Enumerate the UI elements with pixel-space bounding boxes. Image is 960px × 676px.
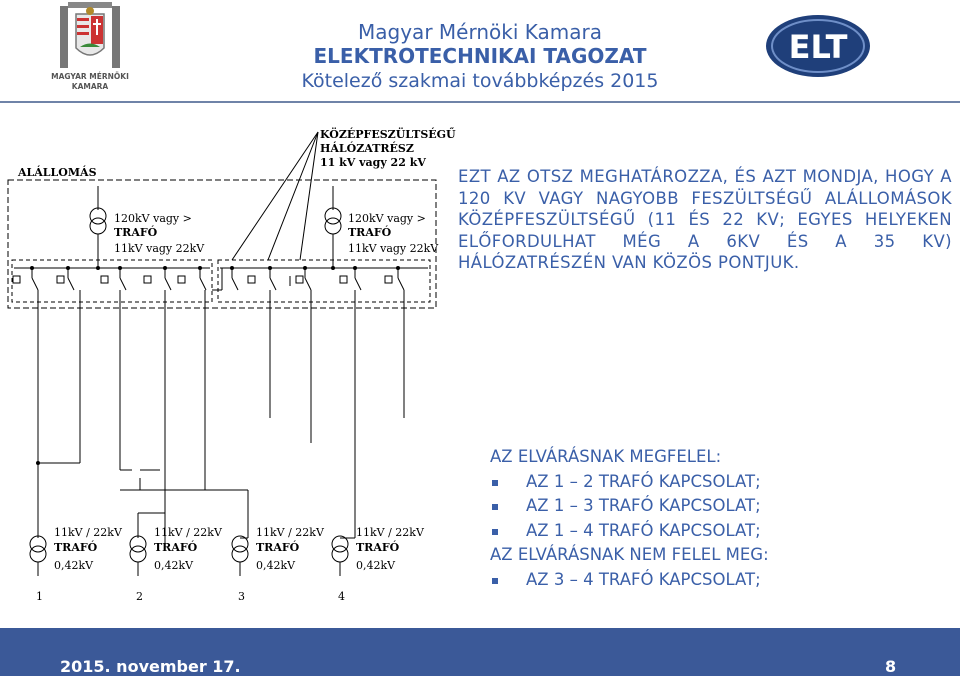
slide-header: [0, 0, 960, 103]
trafo-number-3: 3: [238, 590, 245, 603]
header-org-name: Magyar Mérnöki Kamara: [358, 20, 602, 44]
lv-trafo-2-label-2: TRAFÓ: [154, 541, 198, 554]
list-item: AZ 1 – 3 TRAFÓ KAPCSOLAT;: [490, 494, 950, 519]
lv-transformer-3: [232, 536, 248, 576]
lv-trafo-1-label-2: TRAFÓ: [54, 541, 98, 554]
mv-label-2: HÁLÓZATRÉSZ: [320, 142, 414, 155]
logo-text-1: MAGYAR MÉRNÖKI: [51, 72, 129, 81]
list-item: AZ 1 – 2 TRAFÓ KAPCSOLAT;: [490, 470, 950, 495]
busbar-frame-left: [12, 260, 212, 302]
hv-trafo-2-label-2: TRAFÓ: [348, 226, 392, 239]
lv-trafo-1-label-1: 11kV / 22kV: [54, 526, 122, 539]
lv-trafo-2-label-1: 11kV / 22kV: [154, 526, 222, 539]
bullet-square-icon: [492, 529, 498, 535]
hv-trafo-2-label-1: 120kV vagy >: [348, 212, 426, 225]
lv-trafo-2-label-3: 0,42kV: [154, 559, 194, 572]
trafo-number-4: 4: [338, 590, 345, 603]
footer-date: 2015. november 17.: [60, 657, 241, 676]
lv-transformer-1: [30, 513, 46, 576]
lv-trafo-4-label-2: TRAFÓ: [356, 541, 400, 554]
lv-trafo-3-label-1: 11kV / 22kV: [256, 526, 324, 539]
bullet-square-icon: [492, 504, 498, 510]
requirements-list: [490, 445, 950, 592]
list-item: AZ 1 – 4 TRAFÓ KAPCSOLAT;: [490, 519, 950, 544]
header-course: Kötelező szakmai továbbképzés 2015: [301, 70, 659, 92]
slide-footer: [0, 628, 960, 676]
lv-trafo-3-label-2: TRAFÓ: [256, 541, 300, 554]
mv-label-3: 11 kV vagy 22 kV: [320, 156, 426, 169]
trafo-number-2: 2: [136, 590, 143, 603]
bullet-square-icon: [492, 480, 498, 486]
meets-heading: AZ ELVÁRÁSNAK MEGFELEL:: [490, 447, 722, 466]
lv-trafo-4-label-3: 0,42kV: [356, 559, 396, 572]
list-item: AZ 3 – 4 TRAFÓ KAPCSOLAT;: [490, 568, 950, 593]
elt-logo-text: ELT: [788, 28, 848, 66]
lv-trafo-1-label-3: 0,42kV: [54, 559, 94, 572]
lv-transformer-4: [332, 536, 355, 576]
hv-trafo-1-label-2: TRAFÓ: [114, 226, 158, 239]
not-meets-heading: AZ ELVÁRÁSNAK NEM FELEL MEG:: [490, 545, 769, 564]
bullet-square-icon: [492, 578, 498, 584]
header-division: ELEKTROTECHNIKAI TAGOZAT: [313, 44, 647, 68]
lv-trafo-4-label-1: 11kV / 22kV: [356, 526, 424, 539]
hv-trafo-1-label-3: 11kV vagy 22kV: [114, 242, 205, 255]
network-diagram: [0, 118, 470, 618]
trafo-number-1: 1: [36, 590, 43, 603]
mv-label-1: KÖZÉPFESZÜLTSÉGŰ: [320, 128, 456, 141]
page-number: 8: [885, 657, 897, 676]
elt-logo: [765, 14, 871, 78]
mmk-logo: [40, 0, 140, 98]
feeder-switches-left: [13, 268, 206, 290]
explanation-paragraph: EZT AZ OTSZ MEGHATÁROZZA, ÉS AZT MONDJA, HOGY A 120 KV VAGY NAGYOBB FESZÜLTSÉGŰ ALÁLLOMÁSOK KÖZÉPFESZÜLTSÉGŰ (11 ÉS 22 KV; EGYES HELYEKEN ELŐFORDULHAT MÉG A 6KV ÉS A 35 KV) HÁLÓZATRÉSZÉN VAN KÖZÖS PONTJUK.: [458, 167, 952, 272]
hv-trafo-1-label-1: 120kV vagy >: [114, 212, 192, 225]
lv-trafo-3-label-3: 0,42kV: [256, 559, 296, 572]
hv-trafo-2-label-3: 11kV vagy 22kV: [348, 242, 439, 255]
substation-label: ALÁLLOMÁS: [18, 166, 97, 179]
logo-text-2: KAMARA: [71, 82, 109, 91]
feeder-switches-right: [232, 268, 404, 290]
